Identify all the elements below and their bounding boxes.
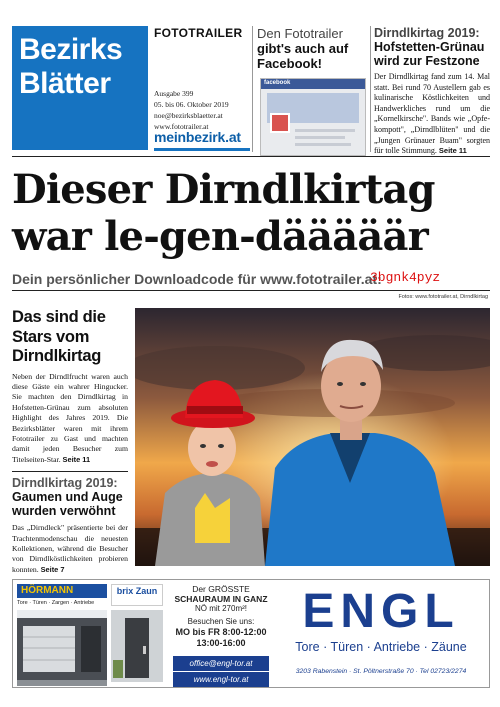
ad-line-2: SCHAURAUM IN GANZ [174, 594, 268, 604]
contact-email[interactable]: noe@bezirksblaetter.at [154, 111, 223, 120]
hormann-block [17, 584, 107, 684]
opening-hours-1: MO bis FR 8:00-12:00 [175, 627, 267, 637]
headline-line-2: war le-gen-dääääär [12, 213, 428, 260]
facebook-text-line [295, 136, 345, 139]
stars-page-ref: Seite 11 [62, 454, 91, 464]
opening-hours-2: 13:00-16:00 [196, 638, 246, 648]
ad-email[interactable]: office@engl-tor.at [173, 656, 269, 671]
main-headline [12, 166, 492, 260]
engl-logo: ENGL [302, 585, 460, 638]
logo-line-1: Bezirks [19, 33, 123, 66]
issue-meta [154, 88, 229, 132]
photo-credit: Fotos: www.fototrailer.at, Dirndlkirtag [398, 294, 488, 300]
fashion-body [12, 523, 128, 575]
teaser-story-text: Der Dirndlkirtag fand zum 14. Mal statt. Bei rund 70 Austellern gab es kulinarische Köstlichkeiten und Handwerkliches rund um die „Kornelkirsche". Bands wie „Opfe-kompott", „Dirndlblüten" und die „Jungen Grünauer Buam" sorgten für tolle Stimmung. [374, 72, 490, 156]
left-column [12, 308, 128, 575]
fashion-kicker: Dirndlkirtag 2019: [12, 476, 118, 491]
engl-tagline: Tore · Türen · Antriebe · Zäune [295, 640, 467, 654]
facebook-teaser-title [257, 26, 367, 71]
issue-number: Ausgabe 399 [154, 89, 194, 98]
meinbezirk-link[interactable]: meinbezirk.at [154, 129, 241, 145]
facebook-profile-picture [270, 113, 290, 133]
column-divider [252, 26, 253, 152]
stars-body [12, 372, 128, 466]
facebook-teaser-title-part1: Den Fototrailer [257, 26, 343, 41]
fashion-title [12, 476, 128, 518]
teaser-story-kicker: Dirndlkirtag 2019: [374, 26, 480, 40]
showroom-info [173, 582, 269, 686]
garage-door-image [17, 610, 107, 686]
engl-address: 3203 Rabenstein · St. Pöltnerstraße 70 · Tel 02723/2274 [295, 668, 467, 675]
teaser-story-body [374, 72, 490, 157]
ad-line-1: Der GRÖSSTE [192, 584, 250, 594]
section-title: FOTOTRAILER [154, 26, 243, 40]
stars-text: Neben der Dirndlfrucht waren auch diese Gäste ein wahrer Hingucker. Sie machten den Dirndlkirtag in Hofstetten-Grünau zum absoluten Highlight des Jahres 2019. Die Bezirksblätter waren mit ihrem Fototrailer zu Gast und machten damit jeden Besucher zum Titelseiten-Star. [12, 371, 128, 464]
download-code[interactable]: 3bgnk4pyz [370, 270, 441, 285]
hormann-subtitle: Tore · Türen · Zargen · Antriebe [17, 600, 95, 606]
download-text: Dein persönlicher Downloadcode für www.fototrailer.at: [12, 271, 382, 287]
fashion-text: Das „Dirndleck" präsentierte bei der Trachtenmodenschau die neuesten Kollektionen, während die Besucher von Dirndlköstlichkeiten probieren konnten. [12, 523, 128, 574]
door-image [111, 610, 163, 682]
engl-advert[interactable] [12, 579, 490, 688]
stars-title: Das sind die Stars vom Dirndlkirtag [12, 308, 106, 365]
bezirksblaetter-logo[interactable] [12, 26, 148, 150]
teaser-story-headline: Hofstetten-Grünau wird zur Festzone [374, 40, 485, 68]
fashion-page-ref: Seite 7 [40, 564, 65, 574]
website-link[interactable]: www.fototrailer.at [154, 122, 209, 131]
issue-dates: 05. bis 06. Oktober 2019 [154, 100, 229, 109]
ad-line-4: Besuchen Sie uns: [187, 617, 255, 626]
logo-line-2: Blätter [19, 67, 111, 100]
hormann-logo: HÖRMANN [17, 584, 107, 598]
photo-illustration [135, 308, 490, 566]
teaser-story-title [374, 26, 490, 68]
facebook-text-line [295, 143, 351, 146]
main-photo[interactable] [135, 308, 490, 566]
teaser-story-page-ref: Seite 11 [438, 146, 467, 156]
column-divider [370, 26, 371, 152]
left-column-divider [12, 471, 128, 472]
teaser-story-festzone[interactable] [374, 26, 490, 157]
brix-logo: brix Zaun [111, 584, 163, 606]
fashion-headline: Gaumen und Auge wurden verwöhnt [12, 490, 123, 519]
header-rule [12, 156, 490, 157]
facebook-teaser[interactable] [257, 26, 367, 86]
facebook-bar-label: facebook [264, 80, 291, 86]
headline-line-1: Dieser Dirndlkirtag [12, 166, 435, 213]
meinbezirk-underline [154, 148, 250, 151]
ad-line-3: NÖ mit 270m²! [194, 604, 247, 613]
facebook-teaser-title-part2: gibt's auch auf Facebook! [257, 41, 349, 71]
issue-info [154, 26, 250, 152]
facebook-bar [261, 79, 365, 89]
facebook-screenshot [260, 78, 366, 156]
ad-website[interactable]: www.engl-tor.at [173, 672, 269, 687]
facebook-text-line [295, 129, 355, 132]
headline-rule [12, 290, 490, 291]
engl-brand-block [275, 584, 487, 684]
